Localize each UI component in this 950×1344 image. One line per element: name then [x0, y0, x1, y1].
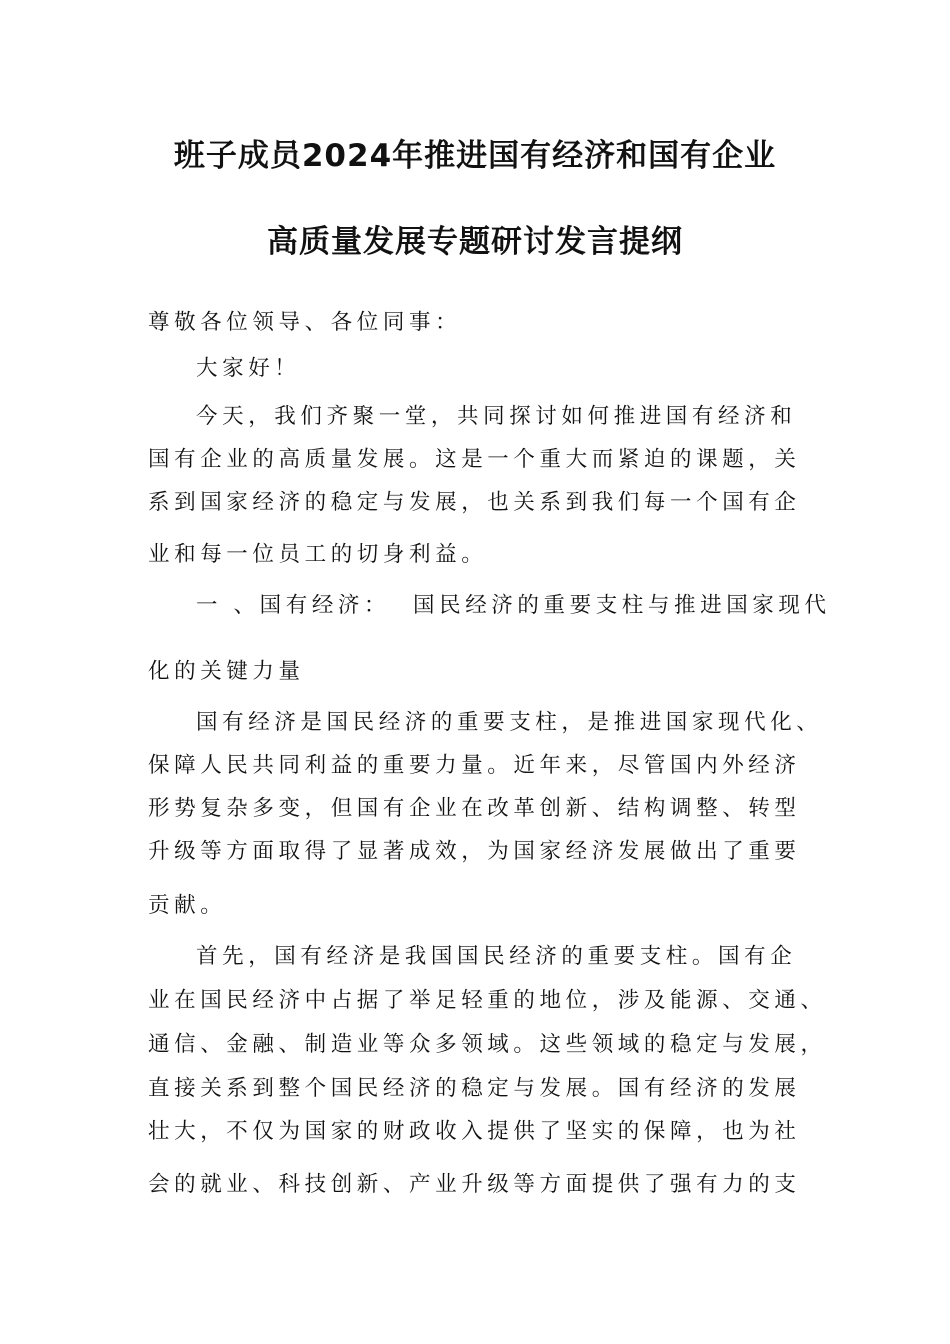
salutation: 尊敬各位领导、各位同事：: [148, 310, 462, 335]
body-line: 通信、金融、制造业等众多领域。这些领域的稳定与发展，: [148, 1032, 827, 1057]
section-heading-line: 一 、国有经济： 国民经济的重要支柱与推进国家现代: [196, 593, 831, 618]
greeting: 大家好！: [196, 356, 301, 381]
body-line: 贡献。: [148, 893, 227, 918]
body-line: 国有企业的高质量发展。这是一个重大而紧迫的课题，关: [148, 447, 801, 472]
body-line: 业在国民经济中占据了举足轻重的地位，涉及能源、交通、: [148, 988, 827, 1013]
body-line: 会的就业、科技创新、产业升级等方面提供了强有力的支: [148, 1172, 801, 1197]
document-title-line-1: 班子成员2024年推进国有经济和国有企业: [173, 138, 777, 174]
body-line: 系到国家经济的稳定与发展，也关系到我们每一个国有企: [148, 490, 801, 515]
body-line: 首先，国有经济是我国国民经济的重要支柱。国有企: [196, 944, 797, 969]
body-line: 直接关系到整个国民经济的稳定与发展。国有经济的发展: [148, 1076, 801, 1101]
body-line: 保障人民共同利益的重要力量。近年来，尽管国内外经济: [148, 753, 801, 778]
document-title-line-2: 高质量发展专题研讨发言提纲: [267, 224, 683, 260]
body-line: 升级等方面取得了显著成效，为国家经济发展做出了重要: [148, 839, 801, 864]
section-heading-line: 化的关键力量: [148, 659, 305, 684]
body-line: 壮大，不仅为国家的财政收入提供了坚实的保障，也为社: [148, 1119, 801, 1144]
body-line: 形势复杂多变，但国有企业在改革创新、结构调整、转型: [148, 796, 801, 821]
body-line: 今天，我们齐聚一堂，共同探讨如何推进国有经济和: [196, 404, 797, 429]
body-line: 国有经济是国民经济的重要支柱，是推进国家现代化、: [196, 710, 823, 735]
body-line: 业和每一位员工的切身利益。: [148, 542, 488, 567]
